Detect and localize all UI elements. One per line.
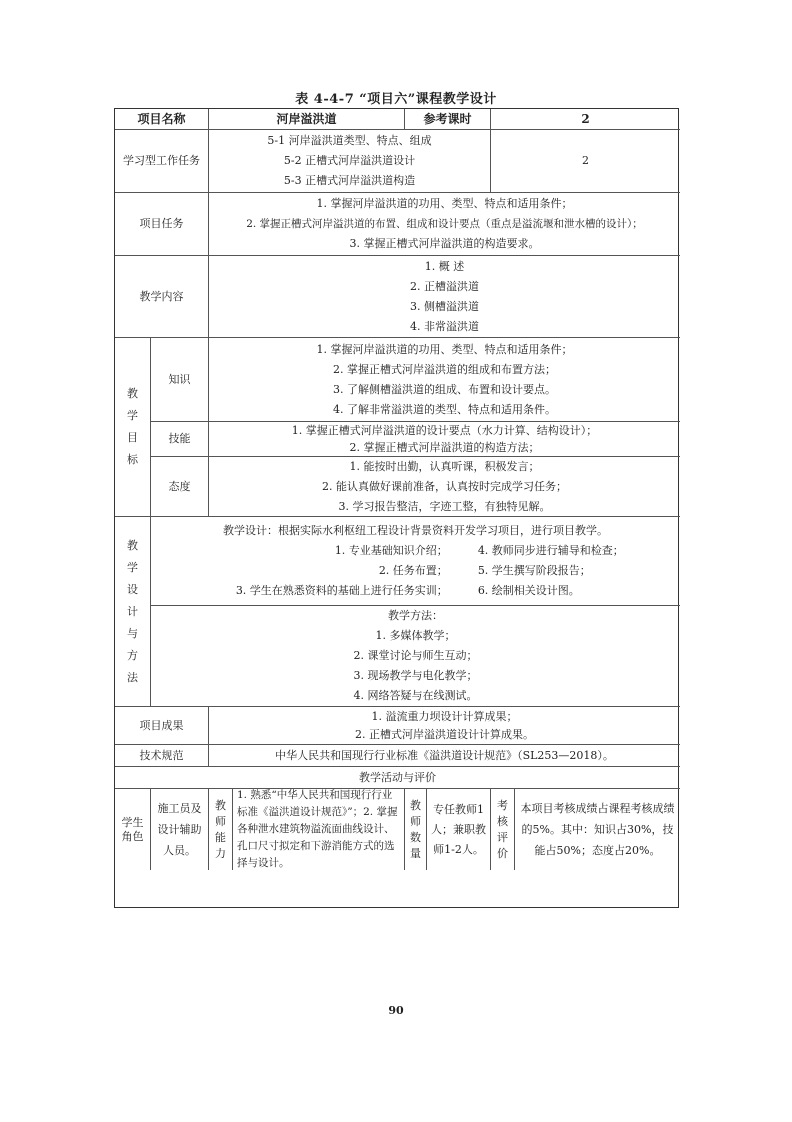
list-item: 6. 绘制相关设计图。 — [477, 584, 580, 597]
design-row — [151, 541, 680, 561]
teacher-ability-value: 1. 熟悉“中华人民共和国现行行业标准《溢洪道设计规范》”；2. 掌握各种泄水建筑物溢流面曲线设计、孔口尺寸拟定和下游消能方式的选择与设计。 — [237, 789, 398, 869]
list-item: 3. 掌握正槽式河岸溢洪道的构造要求。 — [349, 237, 540, 250]
learning-tasks-label: 学习型工作任务 — [115, 130, 209, 193]
list-item: 2. 掌握正槽式河岸溢洪道的布置、组成和设计要点（重点是溢流堰和泄水槽的设计）； — [246, 218, 643, 230]
teaching-goals-label: 教 学 目 标 — [115, 338, 151, 517]
teacher-ability-value-cell — [233, 789, 405, 870]
teacher-count-label: 教 师 数 量 — [405, 789, 427, 870]
teacher-count-value: 专任教师1人；兼职教师1-2人。 — [427, 789, 491, 870]
design-row — [151, 581, 680, 601]
teaching-design-block — [151, 517, 680, 606]
assessment-value: 本项目考核成绩占课程考核成绩的5%。其中：知识占30%，技能占50%；态度占20%。 — [520, 802, 675, 857]
knowledge-label: 知识 — [151, 338, 209, 422]
list-item: 5-2 正槽式河岸溢洪道设计 — [283, 154, 416, 167]
design-row — [151, 561, 680, 581]
learning-tasks-hours: 2 — [491, 130, 680, 193]
skills-list — [209, 422, 680, 457]
project-name-value: 河岸溢洪道 — [209, 109, 405, 130]
list-item: 2. 任务布置； — [378, 564, 448, 577]
list-item: 5-3 正槽式河岸溢洪道构造 — [283, 174, 416, 187]
list-item: 1. 掌握河岸溢洪道的功用、类型、特点和适用条件； — [316, 342, 573, 356]
list-item: 3. 现场教学与电化教学； — [353, 669, 478, 682]
list-item: 1. 概 述 — [424, 259, 465, 273]
table-title: 表 4-4-7 “项目六”课程教学设计 — [295, 92, 497, 107]
student-role-value: 施工员及设计辅助人员。 — [151, 789, 209, 870]
course-design-table — [114, 108, 679, 908]
standard-label: 技术规范 — [115, 745, 209, 767]
list-item: 2. 掌握正槽式河岸溢洪道的构造方法； — [349, 441, 540, 454]
learning-tasks-list — [209, 130, 491, 193]
page-number: 90 — [388, 1004, 404, 1017]
list-item: 4. 教师同步进行辅导和检查； — [477, 544, 624, 557]
list-item: 3. 学生在熟悉资料的基础上进行任务实训； — [235, 584, 448, 597]
list-item: 1. 溢流重力坝设计计算成果； — [371, 709, 518, 723]
list-item: 5-1 河岸溢洪道类型、特点、组成 — [267, 134, 432, 147]
list-item: 1. 掌握正槽式河岸溢洪道的设计要点（水力计算、结构设计）； — [291, 424, 598, 437]
attitude-label: 态度 — [151, 457, 209, 517]
outcomes-list — [209, 707, 680, 745]
teaching-content-list — [209, 256, 680, 338]
list-item: 1. 多媒体教学； — [375, 629, 456, 642]
teaching-methods-block — [151, 606, 680, 707]
skills-label: 技能 — [151, 422, 209, 457]
list-item: 4. 非常溢洪道 — [410, 319, 479, 333]
list-item: 1. 能按时出勤，认真听课，积极发言； — [349, 459, 540, 473]
list-item: 4. 了解非常溢洪道的类型、特点和适用条件。 — [333, 402, 556, 416]
project-tasks-list — [209, 193, 680, 256]
ref-hours-value: 2 — [491, 109, 680, 130]
ref-hours-label: 参考课时 — [405, 109, 491, 130]
list-item: 3. 了解侧槽溢洪道的组成、布置和设计要点。 — [333, 382, 556, 396]
outcomes-label: 项目成果 — [115, 707, 209, 745]
assessment-value-cell — [515, 789, 680, 870]
attitude-list — [209, 457, 680, 517]
standard-value: 中华人民共和国现行行业标准《溢洪道设计规范》（SL253—2018）。 — [209, 745, 680, 767]
list-item: 2. 正槽式河岸溢洪道设计计算成果。 — [355, 727, 534, 741]
activity-heading: 教学活动与评价 — [115, 767, 680, 789]
assessment-label: 考 核 评 价 — [491, 789, 515, 870]
teaching-methods-heading: 教学方法： — [388, 609, 443, 622]
project-name-label: 项目名称 — [115, 109, 209, 130]
teaching-design-intro: 教学设计：根据实际水利枢纽工程设计背景资料开发学习项目，进行项目教学。 — [223, 524, 608, 537]
student-role-label: 学生角色 — [115, 789, 151, 870]
teacher-ability-label: 教 师 能 力 — [209, 789, 233, 870]
knowledge-list — [209, 338, 680, 422]
teaching-content-label: 教学内容 — [115, 256, 209, 338]
list-item: 3. 学习报告整洁，字迹工整，有独特见解。 — [338, 499, 551, 513]
list-item: 3. 侧槽溢洪道 — [410, 299, 479, 313]
list-item: 2. 能认真做好课前准备，认真按时完成学习任务； — [322, 479, 567, 493]
list-item: 2. 正槽溢洪道 — [410, 279, 479, 293]
list-item: 2. 课堂讨论与师生互动； — [353, 649, 478, 662]
list-item: 5. 学生撰写阶段报告； — [477, 564, 591, 577]
project-tasks-label: 项目任务 — [115, 193, 209, 256]
design-method-label: 教 学 设 计 与 方 法 — [115, 517, 151, 707]
list-item: 1. 掌握河岸溢洪道的功用、类型、特点和适用条件； — [316, 197, 573, 210]
list-item: 1. 专业基础知识介绍； — [334, 544, 448, 557]
list-item: 2. 掌握正槽式河岸溢洪道的组成和布置方法； — [333, 362, 556, 376]
list-item: 4. 网络答疑与在线测试。 — [353, 689, 478, 702]
